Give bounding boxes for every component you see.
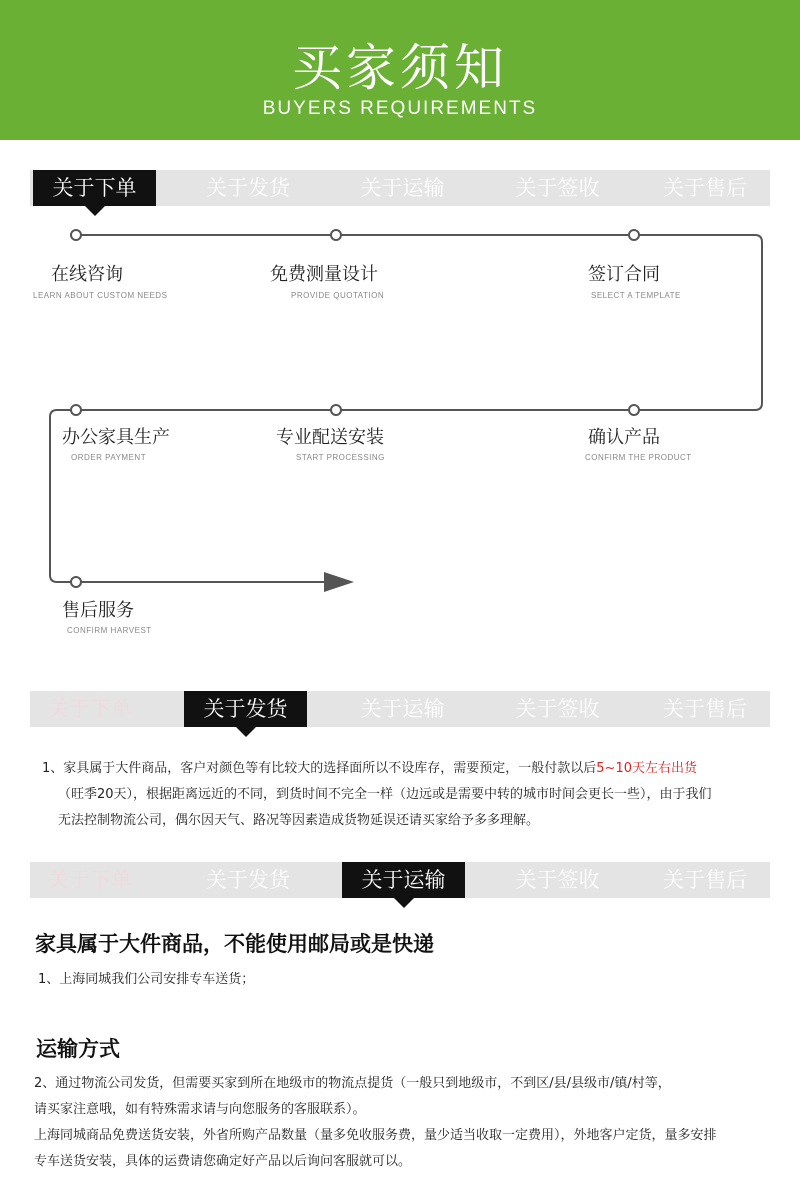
flow-path: [50, 235, 762, 582]
step-delivery-en: START PROCESSING: [296, 453, 385, 462]
step-design-en: PROVIDE QUOTATION: [291, 291, 385, 300]
page-header: [0, 0, 800, 140]
tabbar-shipping: [30, 691, 770, 727]
tabbar-order: [30, 170, 770, 206]
page-title: 买家须知: [292, 39, 508, 97]
transport-method-heading: 运输方式: [36, 1037, 120, 1061]
shipping-lead-time: 5~10天左右出货: [596, 761, 697, 776]
tab-order[interactable]: 关于下单: [33, 170, 156, 206]
transport-line-4: 专车送货安装，具体的运费请您确定好产品以后询问客服就可以。: [34, 1154, 412, 1169]
shipping-line-3: 无法控制物流公司，偶尔因天气、路况等因素造成货物延误还请买家给予多多理解。: [58, 813, 540, 828]
page-subtitle: BUYERS REQUIREMENTS: [262, 98, 538, 119]
step-confirm: 确认产品: [588, 427, 660, 448]
step-production: 办公家具生产: [62, 427, 170, 448]
step-design: 免费测量设计: [270, 264, 378, 285]
tab-transport[interactable]: 关于运输: [360, 176, 445, 200]
tab-aftersale[interactable]: 关于售后: [663, 176, 747, 200]
step-delivery: 专业配送安装: [276, 427, 384, 448]
tab-aftersale[interactable]: 关于售后: [663, 697, 747, 721]
shipping-line-1: [42, 756, 782, 782]
transport-method-paragraph: [34, 1071, 784, 1175]
step-dot: [331, 230, 341, 240]
tab-aftersale[interactable]: 关于售后: [663, 868, 747, 892]
step-dot: [71, 405, 81, 415]
tab-shipping[interactable]: 关于发货: [206, 176, 290, 200]
step-dot: [629, 230, 639, 240]
step-dot: [629, 405, 639, 415]
step-contract: 签订合同: [588, 264, 660, 285]
shipping-line-2: （旺季20天），根据距离远近的不同，到货时间不完全一样（边远或是需要中转的城市时间会更长一些），由于我们: [58, 787, 712, 802]
step-consult-en: LEARN ABOUT CUSTOM NEEDS: [33, 291, 168, 300]
shipping-paragraph: [42, 756, 782, 834]
step-dot: [71, 230, 81, 240]
order-flow-diagram: [0, 220, 800, 650]
tab-order[interactable]: 关于下单: [48, 697, 132, 721]
transport-heading: 家具属于大件商品，不能使用邮局或是快递: [35, 932, 434, 956]
step-contract-en: SELECT A TEMPLATE: [591, 291, 681, 300]
tab-transport[interactable]: 关于运输: [342, 862, 465, 898]
transport-line-3: 上海同城商品免费送货安装，外省所购产品数量（量多免收服务费，量少适当收取一定费用），外地客户定货，量多安排: [34, 1128, 717, 1143]
tab-shipping[interactable]: 关于发货: [184, 691, 307, 727]
step-consult: 在线咨询: [51, 264, 123, 285]
tab-signoff[interactable]: 关于签收: [515, 176, 600, 200]
tabbar-transport: [30, 862, 770, 898]
transport-line-1: 2、通过物流公司发货，但需要买家到所在地级市的物流点提货（一般只到地级市，不到区/县/县级市/镇/村等，: [34, 1076, 671, 1091]
transport-line-2: 请买家注意哦，如有特殊需求请与向您服务的客服联系）。: [34, 1102, 366, 1117]
tab-transport[interactable]: 关于运输: [360, 697, 445, 721]
step-aftersale: 售后服务: [62, 600, 134, 621]
transport-item-1: 1、上海同城我们公司安排专车送货；: [38, 972, 255, 987]
step-production-en: ORDER PAYMENT: [71, 453, 147, 462]
tab-signoff[interactable]: 关于签收: [515, 697, 600, 721]
shipping-line-1-text: 1、家具属于大件商品，客户对颜色等有比较大的选择面所以不设库存，需要预定，一般付款以后: [42, 761, 597, 776]
step-confirm-en: CONFIRM THE PRODUCT: [585, 453, 692, 462]
tab-order[interactable]: 关于下单: [48, 868, 132, 892]
tab-signoff[interactable]: 关于签收: [515, 868, 600, 892]
step-dot: [331, 405, 341, 415]
tab-shipping[interactable]: 关于发货: [206, 868, 290, 892]
arrow-head-icon: [324, 572, 354, 592]
step-aftersale-en: CONFIRM HARVEST: [67, 626, 152, 635]
step-dot: [71, 577, 81, 587]
